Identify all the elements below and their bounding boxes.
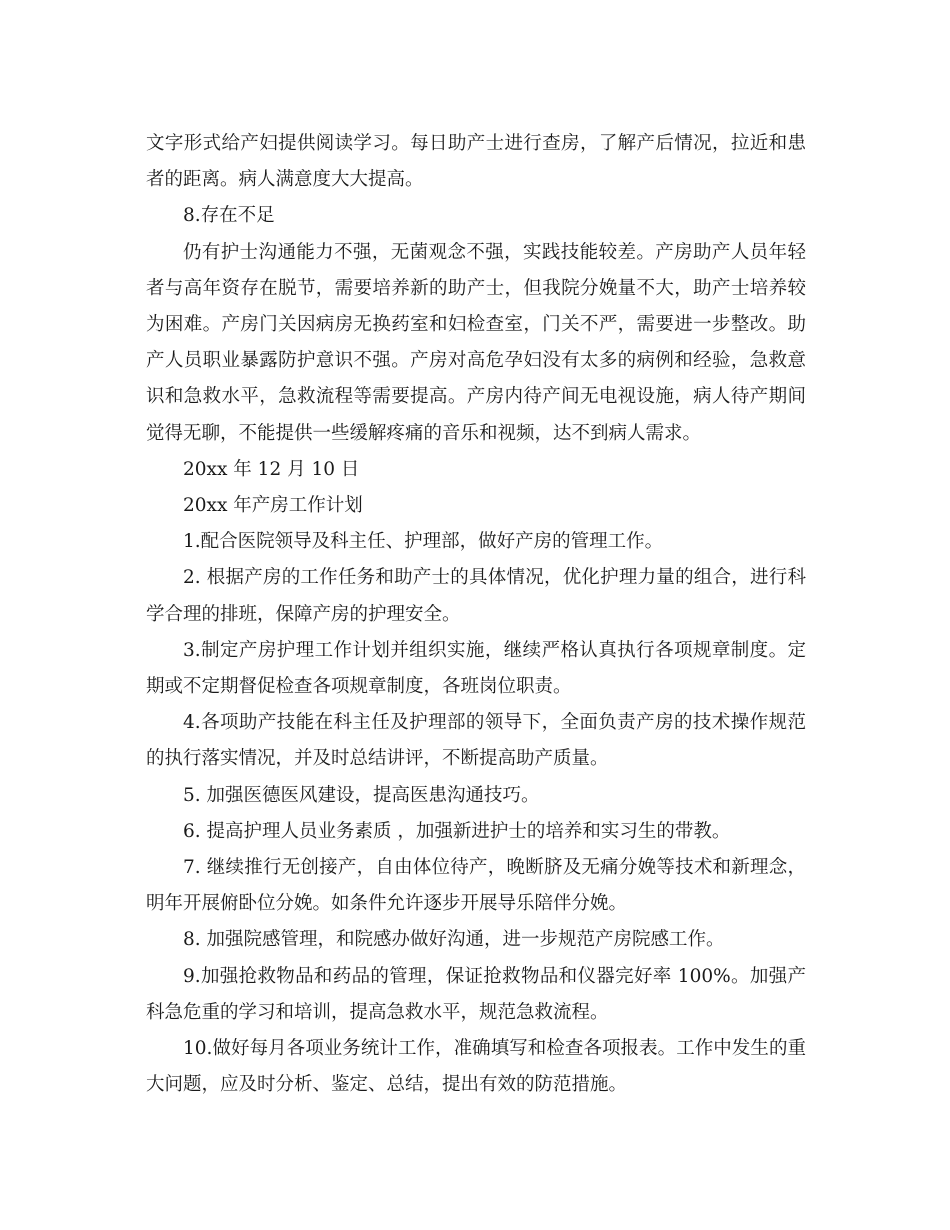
paragraph-continuation: 文字形式给产妇提供阅读学习。每日助产士进行查房，了解产后情况，拉近和患者的距离。病人满意度大大提高。 (146, 133, 806, 191)
plan-item-9: 9.加强抢救物品和药品的管理，保证抢救物品和仪器完好率 100%。加强产科急危重的学习和培训，提高急救水平，规范急救流程。 (146, 965, 806, 1023)
plan-item-4: 4.各项助产技能在科主任及护理部的领导下，全面负责产房的技术操作规范的执行落实情况，并及时总结讲评，不断提高助产质量。 (146, 712, 806, 770)
document-body (146, 126, 806, 1103)
plan-item-6: 6. 提高护理人员业务素质 ，加强新进护士的培养和实习生的带教。 (183, 820, 731, 842)
paragraph-shortcomings: 仍有护士沟通能力不强，无菌观念不强，实践技能较差。产房助产人员年轻者与高年资存在脱节，需要培养新的助产士，但我院分娩量不大，助产士培养较为困难。产房门关因病房无换药室和妇检查室，门关不严，需要进一步整改。助产人员职业暴露防护意识不强。产房对高危孕妇没有太多的病例和经验，急救意识和急救水平，急救流程等需要提高。产房内待产间无电视设施，病人待产期间觉得无聊，不能提供一些缓解疼痛的音乐和视频，达不到病人需求。 (146, 241, 806, 444)
plan-item-7: 7. 继续推行无创接产，自由体位待产，晚断脐及无痛分娩等技术和新理念，明年开展俯卧位分娩。如条件允许逐步开展导乐陪伴分娩。 (146, 857, 806, 915)
plan-item-3: 3.制定产房护理工作计划并组织实施，继续严格认真执行各项规章制度。定期或不定期督促检查各项规章制度，各班岗位职责。 (146, 639, 806, 698)
document-date: 20xx 年 12 月 10 日 (183, 458, 360, 480)
plan-item-8: 8. 加强院感管理，和院感办做好沟通，进一步规范产房院感工作。 (183, 929, 725, 951)
section-heading-shortcomings: 8.存在不足 (183, 205, 275, 227)
plan-item-1: 1.配合医院领导及科主任、护理部，做好产房的管理工作。 (183, 531, 664, 553)
plan-item-5: 5. 加强医德医风建设，提高医患沟通技巧。 (183, 784, 540, 806)
plan-item-2: 2. 根据产房的工作任务和助产士的具体情况，优化护理力量的组合，进行科学合理的排班，保障产房的护理安全。 (146, 567, 806, 625)
plan-title: 20xx 年产房工作计划 (183, 495, 363, 517)
plan-item-10: 10.做好每月各项业务统计工作，准确填写和检查各项报表。工作中发生的重大问题，应及时分析、鉴定、总结，提出有效的防范措施。 (146, 1038, 806, 1096)
